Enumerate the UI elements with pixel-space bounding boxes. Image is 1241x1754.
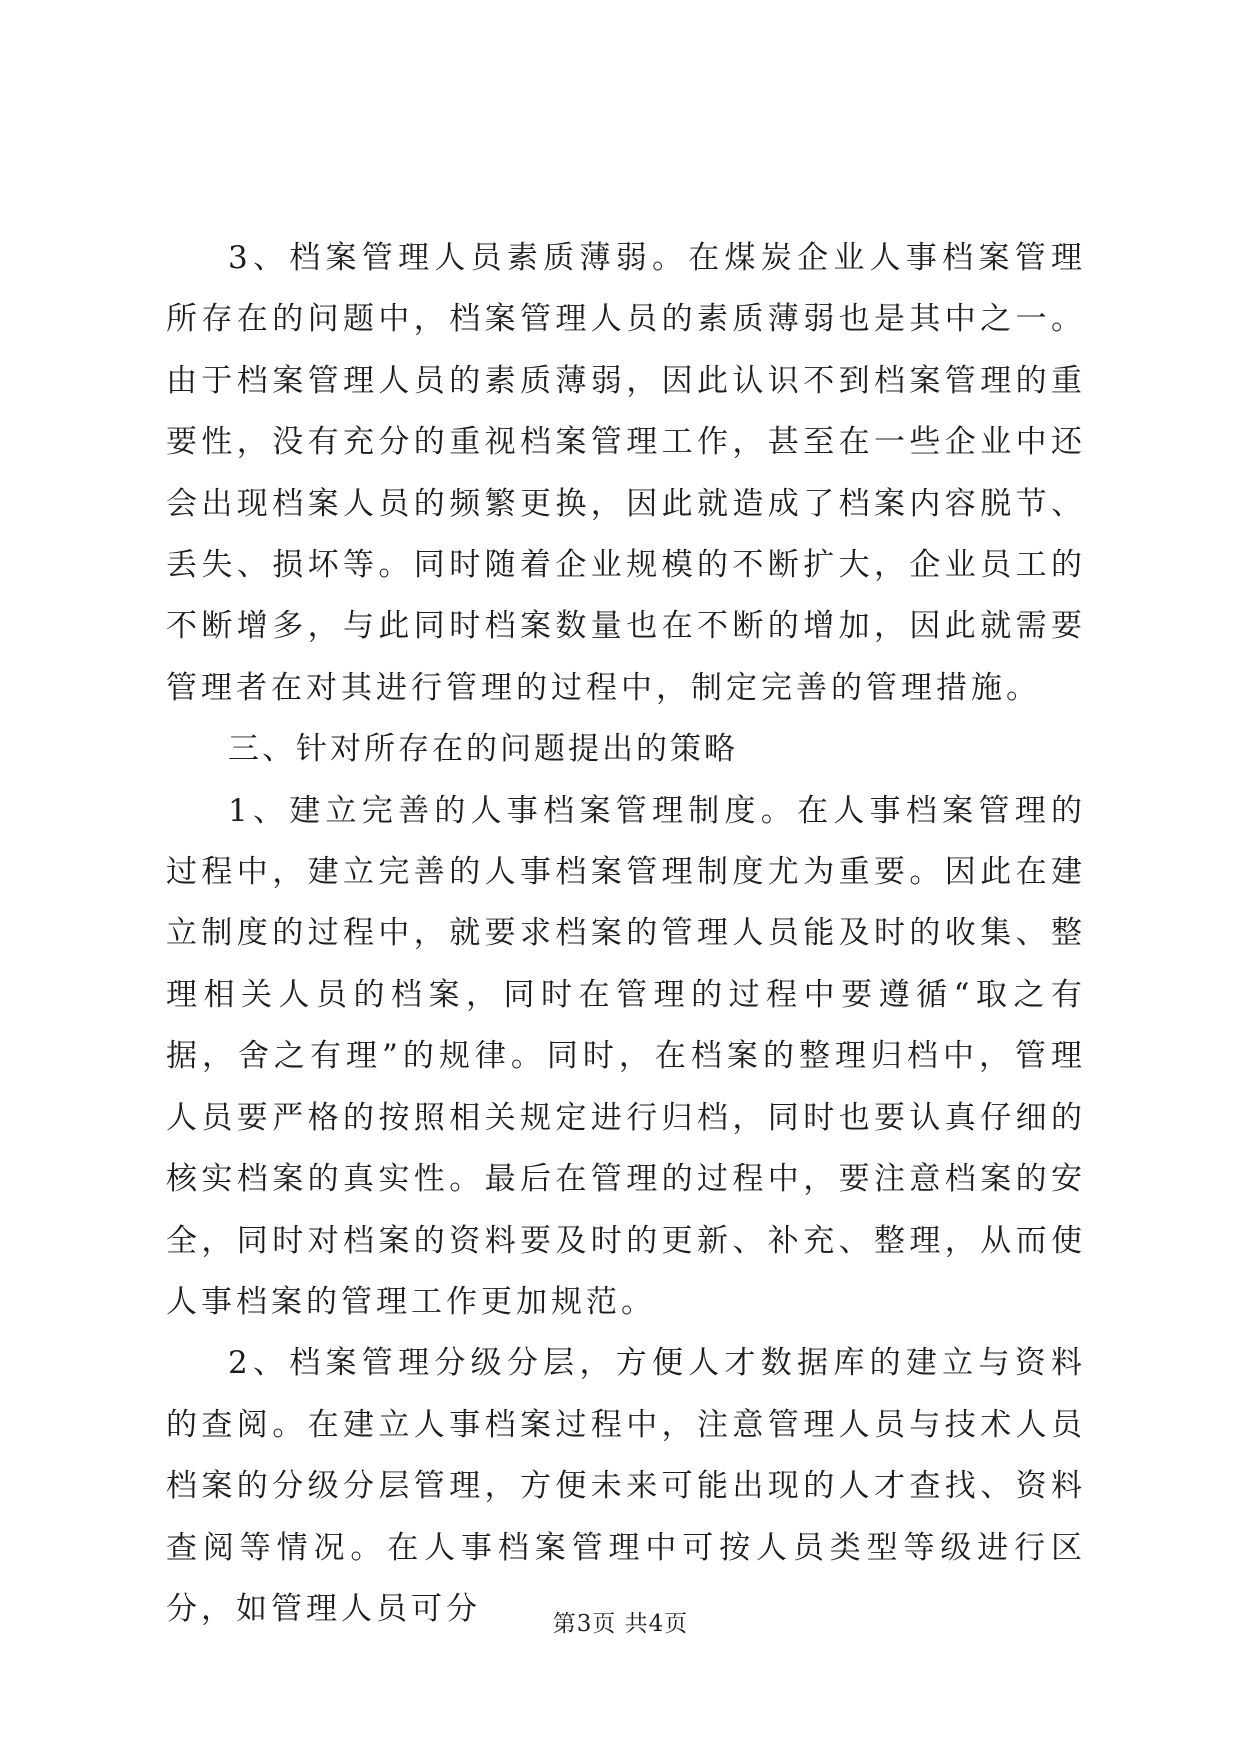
paragraph-management-system: 1、建立完善的人事档案管理制度。在人事档案管理的过程中，建立完善的人事档案管理制度尤为重要。因此在建立制度的过程中，就要求档案的管理人员能及时的收集、整理相关人员的档案，同时在管理的过程中要遵循“取之有据，舍之有理”的规律。同时，在档案的整理归档中，管理人员要严格的按照相关规定进行归档，同时也要认真仔细的核实档案的真实性。最后在管理的过程中，要注意档案的安全，同时对档案的资料要及时的更新、补充、整理，从而使人事档案的管理工作更加规范。	[166, 792, 1086, 1320]
page-footer: 第3页 共4页	[552, 1611, 689, 1637]
paragraph-tiered-management: 2、档案管理分级分层，方便人才数据库的建立与资料的查阅。在建立人事档案过程中，注意管理人员与技术人员档案的分级分层管理，方便未来可能出现的人才查找、资料查阅等情况。在人事档案管理中可按人员类型等级进行区分，如管理人员可分	[166, 1345, 1086, 1627]
document-body	[166, 228, 1086, 1640]
paragraph-staff-quality: 3、档案管理人员素质薄弱。在煤炭企业人事档案管理所存在的问题中，档案管理人员的素质薄弱也是其中之一。由于档案管理人员的素质薄弱，因此认识不到档案管理的重要性，没有充分的重视档案管理工作，甚至在一些企业中还会出现档案人员的频繁更换，因此就造成了档案内容脱节、丢失、损坏等。同时随着企业规模的不断扩大，企业员工的不断增多，与此同时档案数量也在不断的增加，因此就需要管理者在对其进行管理的过程中，制定完善的管理措施。	[166, 240, 1086, 706]
section-heading-strategies: 三、针对所存在的问题提出的策略	[228, 731, 738, 768]
